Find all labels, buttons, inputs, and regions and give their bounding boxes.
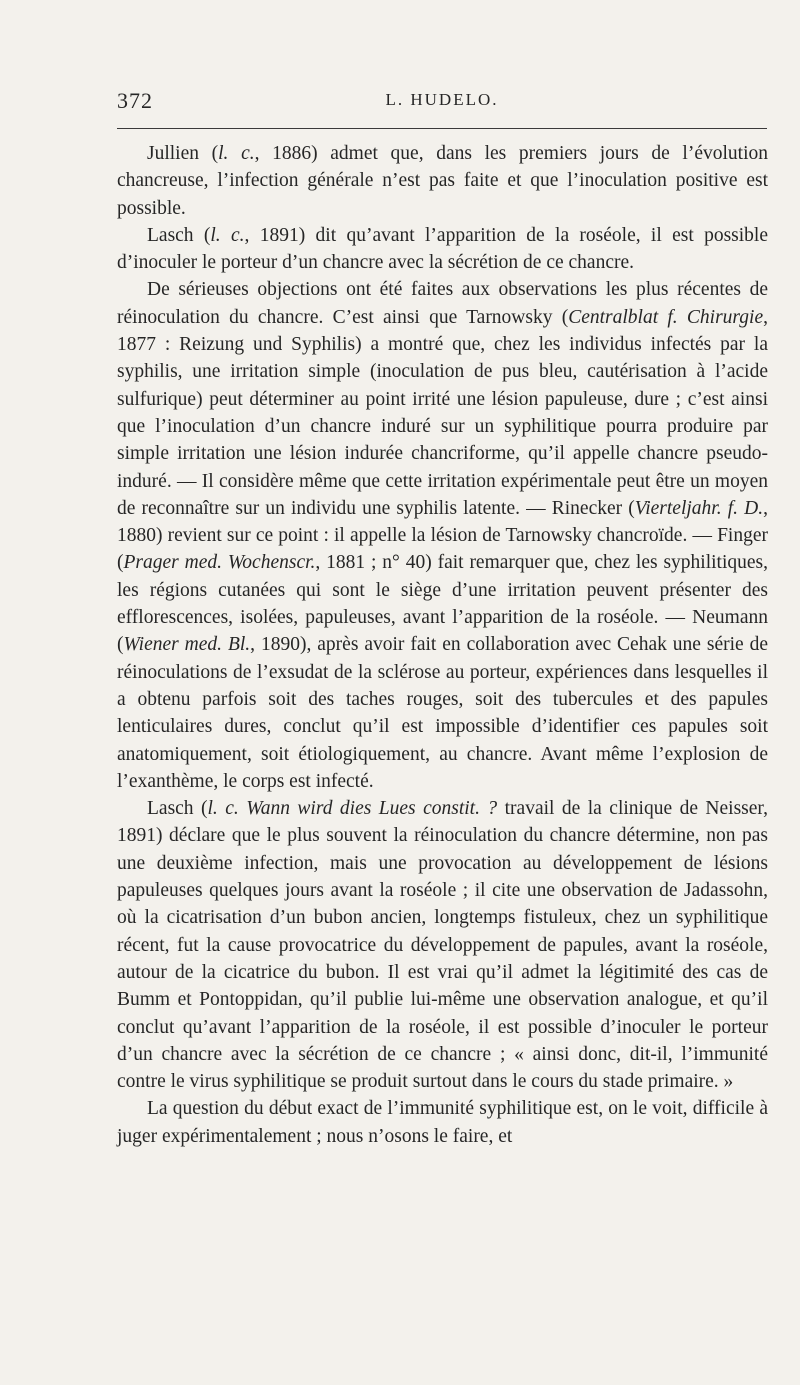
body-text [117,140,768,1150]
citation-italic: Prager med. Wochenscr. [123,552,316,574]
text-run: , 1890), après avoir fait en collaboration avec Cehak une série de réinoculations de l’exsudat de la sclérose au porteur, expériences dans lesquelles il a obtenu parfois soit des taches rouges, soit des tubercules et des papules lenticulaires dures, conclut qu’il est impossible d’identifier ces papules soit anatomiquement, soit étiologiquement, au chancre. Avant même l’explosion de l’exanthème, le corps est infecté. [117,634,769,792]
citation-italic: Vierteljahr. f. D. [634,497,764,519]
page-header [117,88,767,118]
paragraph [117,140,768,222]
text-run: , 1886) admet que, dans les premiers jours de l’évolution chancreuse, l’infection générale n’est pas faite et que l’inoculation positive est possible. [117,143,768,219]
citation-italic: l. c. [210,224,245,246]
citation-italic: Centralblat f. Chirurgie [568,306,764,328]
paragraph [117,222,768,277]
header-rule [117,128,767,129]
page-number: 372 [117,88,153,113]
text-run: Lasch ( [147,224,211,246]
paragraph [117,276,768,795]
citation-italic: l. c. [218,143,255,164]
text-run: De sérieuses objections ont été faites aux observations les plus récentes de réinoculation du chancre. C’est ainsi que Tarnowsky ( [117,279,768,328]
paragraph [117,795,768,1095]
text-run: , 1891) dit qu’avant l’apparition de la roséole, il est possible d’inoculer le porteur d’un chancre avec la sécrétion de ce chancre. [117,224,768,274]
text-run: Jullien ( [147,143,219,164]
citation-italic: Wiener med. Bl. [123,634,251,656]
text-run: , 1880) revient sur ce point : il appelle la lésion de Tarnowsky chancroïde. — Finger ( [117,497,768,574]
running-head: L. HUDELO. [385,90,499,109]
paragraph [117,1095,768,1150]
text-run: La question du début exact de l’immunité syphilitique est, on le voit, difficile à juger expérimentalement ; nous n’osons le faire, et [117,1098,768,1147]
text-run: travail de la clinique de Neisser, 1891) déclare que le plus souvent la réinoculation du chancre détermine, non pas une deuxième infection, mais une provocation au développement de lésions papuleuses quelques jours avant la roséole ; il cite une observation de Jadassohn, où la cicatrisation d’un bubon ancien, longtemps fistuleux, chez un syphilitique récent, fut la cause provocatrice du développement de papules, avant la roséole, autour de la cicatrice du bubon. Il est vrai qu’il admet la légitimité des cas de Bumm et Pontoppidan, qu’il publie lui-même une observation analogue, et qu’il conclut qu’avant l’apparition de la roséole, il est possible d’inoculer le porteur d’un chancre avec la sécrétion de ce chancre ; « ainsi donc, dit-il, l’immunité contre le virus syphilitique se produit surtout dans le cours du stade primaire. » [117,798,769,1093]
text-run: Lasch ( [147,798,208,820]
text-run: , 1877 : Reizung und Syphilis) a montré que, chez les individus infectés par la syphilis, une irritation simple (inoculation de pus bleu, cautérisation à l’acide sulfurique) peut déterminer au point irrité une lésion papuleuse, dure ; c’est ainsi que l’inoculation d’un chancre induré sur un syphilitique pourra produire par simple irritation une lésion indurée chancriforme, qu’il appelle chancre pseudo-induré. — Il considère même que cette irritation expérimentale peut être un moyen de reconnaître sur un individu une syphilis latente. — Rinecker ( [117,306,768,519]
text-run: , 1881 ; n° 40) fait remarquer que, chez les syphilitiques, les régions cutanées qui sont le siège d’une irritation peuvent présenter des efflorescences, isolées, papuleuses, avant l’apparition de la roséole. — Neumann ( [117,552,768,656]
citation-italic: l. c. Wann wird dies Lues constit. ? [207,798,498,820]
